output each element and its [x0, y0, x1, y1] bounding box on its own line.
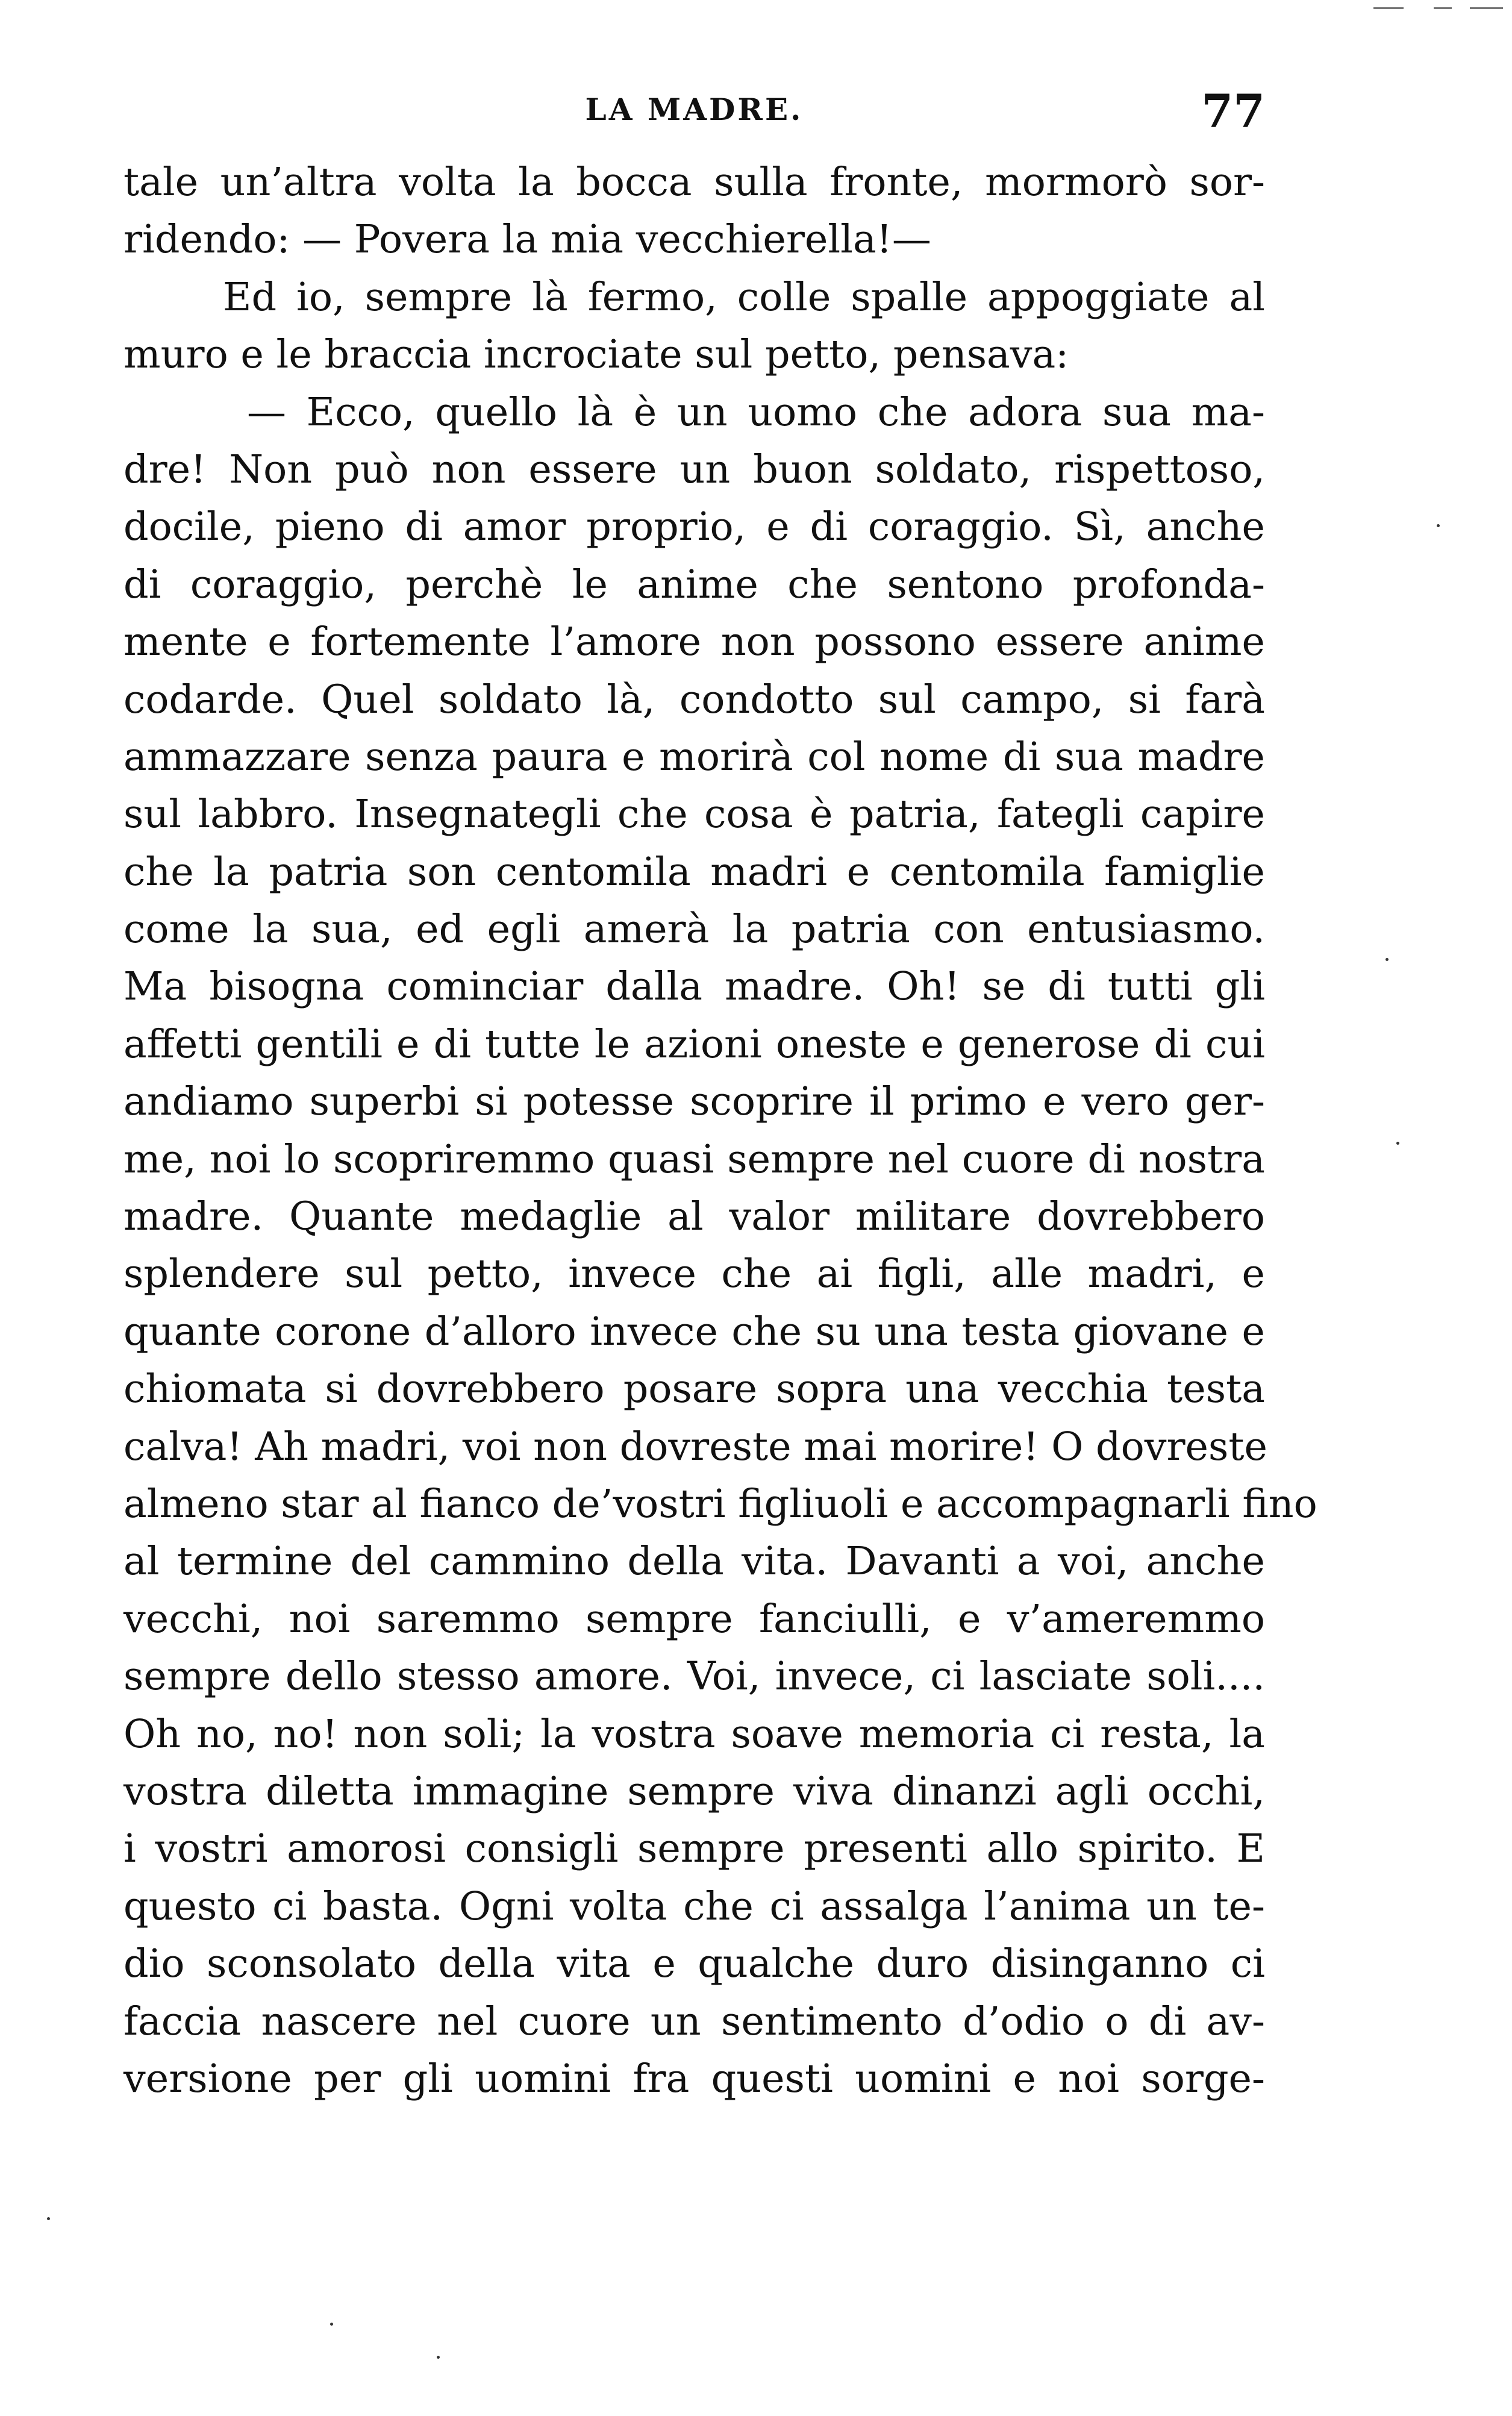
text-line: calva! Ah madri, voi non dovreste mai morire! O dovreste: [123, 1424, 1267, 1469]
running-title: LA MADRE.: [585, 92, 804, 127]
text-line: andiamo superbi si potesse scoprire il primo e vero ger-: [123, 1079, 1265, 1125]
text-line: Ed io, sempre là fermo, colle spalle appoggiate al: [223, 274, 1265, 320]
text-line: vostra diletta immagine sempre viva dinanzi agli occhi,: [123, 1768, 1265, 1814]
text-line: faccia nascere nel cuore un sentimento d’odio o di av-: [123, 1998, 1265, 2044]
text-line: di coraggio, perchè le anime che sentono profonda-: [123, 562, 1265, 607]
text-line: sempre dello stesso amore. Voi, invece, ci lasciate soli....: [123, 1654, 1265, 1700]
text-line: dre! Non può non essere un buon soldato, rispettoso,: [123, 446, 1265, 492]
text-line: — Ecco, quello là è un uomo che adora sua ma-: [247, 389, 1265, 435]
text-line: muro e le braccia incrociate sul petto, pensava:: [123, 332, 1069, 378]
text-line: codarde. Quel soldato là, condotto sul campo, si farà: [123, 677, 1265, 722]
text-line: splendere sul petto, invece che ai figli, alle madri, e: [123, 1251, 1265, 1297]
scan-edge-mark: [1470, 7, 1503, 9]
text-line: Ma bisogna cominciar dalla madre. Oh! se di tutti gli: [123, 964, 1265, 1010]
text-line: questo ci basta. Ogni volta che ci assalga l’anima un te-: [123, 1883, 1265, 1929]
scan-speck: [1396, 1142, 1399, 1145]
text-line: docile, pieno di amor proprio, e di coraggio. Sì, anche: [123, 504, 1265, 550]
scan-speck: [1385, 958, 1389, 961]
text-line: dio sconsolato della vita e qualche duro disinganno ci: [123, 1941, 1265, 1987]
text-line: come la sua, ed egli amerà la patria con entusiasmo.: [123, 907, 1265, 953]
text-line: tale un’altra volta la bocca sulla fronte, mormorò sor-: [123, 160, 1265, 205]
text-line: mente e fortemente l’amore non possono essere anime: [123, 619, 1265, 665]
text-line: madre. Quante medaglie al valor militare dovrebbero: [123, 1194, 1265, 1240]
text-line: quante corone d’alloro invece che su una testa giovane e: [123, 1309, 1265, 1354]
text-line: Oh no, no! non soli; la vostra soave memoria ci resta, la: [123, 1711, 1265, 1757]
text-line: chiomata si dovrebbero posare sopra una vecchia testa: [123, 1366, 1265, 1412]
text-line: versione per gli uomini fra questi uomini e noi sorge-: [123, 2056, 1265, 2101]
body-text: [123, 154, 1317, 2108]
text-line: che la patria son centomila madri e centomila famiglie: [123, 849, 1265, 895]
text-line: almeno star al fianco de’vostri figliuoli e accompagnarli fino: [123, 1481, 1317, 1527]
scan-speck: [1437, 524, 1440, 527]
scan-speck: [330, 2323, 333, 2326]
scan-edge-mark: [1373, 7, 1404, 9]
text-line: me, noi lo scopriremmo quasi sempre nel cuore di nostra: [123, 1136, 1265, 1182]
page-number: 77: [1201, 84, 1265, 138]
text-line: i vostri amorosi consigli sempre presenti allo spirito. E: [123, 1826, 1265, 1872]
text-line: al termine del cammino della vita. Davanti a voi, anche: [123, 1539, 1265, 1585]
text-line: ridendo: — Povera la mia vecchierella!—: [123, 217, 931, 263]
scan-speck: [47, 2217, 50, 2220]
running-header: [123, 84, 1265, 139]
text-line: vecchi, noi saremmo sempre fanciulli, e v’ameremmo: [123, 1596, 1265, 1642]
scan-edge-mark: [1434, 7, 1452, 9]
text-line: sul labbro. Insegnategli che cosa è patria, fategli capire: [123, 792, 1265, 837]
scan-speck: [437, 2356, 440, 2359]
text-line: ammazzare senza paura e morirà col nome di sua madre: [123, 734, 1265, 780]
text-line: affetti gentili e di tutte le azioni oneste e generose di cui: [123, 1021, 1265, 1067]
